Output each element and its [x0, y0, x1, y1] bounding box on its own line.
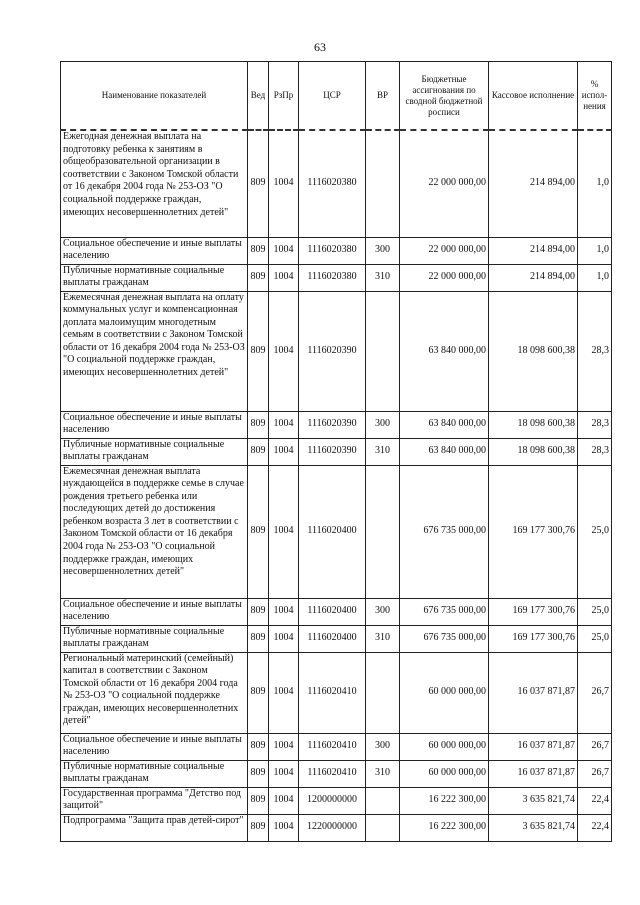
- row-ved: 809: [248, 787, 269, 814]
- row-csr: 1220000000: [299, 814, 366, 841]
- table-header-row: [61, 62, 612, 131]
- row-csr: 1116020390: [299, 411, 366, 438]
- row-csr: 1116020400: [299, 598, 366, 625]
- row-rzpr: 1004: [269, 465, 299, 598]
- row-ved: 809: [248, 652, 269, 733]
- row-csr: 1116020400: [299, 465, 366, 598]
- row-vr: [366, 291, 400, 411]
- row-ved: 809: [248, 130, 269, 237]
- row-cash: 18 098 600,38: [489, 291, 578, 411]
- row-ved: 809: [248, 760, 269, 787]
- row-ved: 809: [248, 264, 269, 291]
- table-row: [61, 291, 612, 411]
- row-name: Социальное обеспечение и иные выплаты населению: [61, 598, 248, 625]
- row-pct: 22,4: [578, 814, 612, 841]
- row-pct: 22,4: [578, 787, 612, 814]
- row-cash: 169 177 300,76: [489, 465, 578, 598]
- row-rzpr: 1004: [269, 438, 299, 465]
- row-ved: 809: [248, 237, 269, 264]
- row-vr: 310: [366, 625, 400, 652]
- row-vr: 300: [366, 411, 400, 438]
- row-csr: 1116020380: [299, 237, 366, 264]
- row-rzpr: 1004: [269, 291, 299, 411]
- row-budget: 676 735 000,00: [400, 598, 489, 625]
- header-name: Наименование показателей: [61, 62, 248, 131]
- row-csr: 1116020380: [299, 264, 366, 291]
- row-vr: [366, 652, 400, 733]
- row-rzpr: 1004: [269, 652, 299, 733]
- row-ved: 809: [248, 733, 269, 760]
- row-budget: 16 222 300,00: [400, 814, 489, 841]
- row-csr: 1116020410: [299, 733, 366, 760]
- header-csr: ЦСР: [299, 62, 366, 131]
- row-name: Публичные нормативные социальные выплаты гражданам: [61, 264, 248, 291]
- row-name: Государственная программа "Детство под защитой": [61, 787, 248, 814]
- row-pct: 25,0: [578, 625, 612, 652]
- row-vr: 300: [366, 733, 400, 760]
- row-pct: 1,0: [578, 130, 612, 237]
- row-name: Публичные нормативные социальные выплаты гражданам: [61, 625, 248, 652]
- row-rzpr: 1004: [269, 760, 299, 787]
- row-cash: 16 037 871,87: [489, 733, 578, 760]
- table-row: [61, 814, 612, 841]
- header-cash: Кассовое исполнение: [489, 62, 578, 131]
- row-pct: 1,0: [578, 264, 612, 291]
- row-ved: 809: [248, 814, 269, 841]
- row-cash: 214 894,00: [489, 264, 578, 291]
- header-budget: Бюджетные ассигнования по сводной бюджетной росписи: [400, 62, 489, 131]
- row-name: Публичные нормативные социальные выплаты гражданам: [61, 438, 248, 465]
- row-name: Социальное обеспечение и иные выплаты населению: [61, 237, 248, 264]
- row-rzpr: 1004: [269, 264, 299, 291]
- row-cash: 169 177 300,76: [489, 598, 578, 625]
- row-ved: 809: [248, 625, 269, 652]
- row-budget: 60 000 000,00: [400, 760, 489, 787]
- row-name: Ежегодная денежная выплата на подготовку ребенка к занятиям в общеобразовательной организации в соответствии с Законом Томской области от 16 декабря 2004 года № 253-ОЗ "О социальной поддержке граждан, имеющих несовершеннолетних детей": [61, 130, 248, 237]
- row-cash: 3 635 821,74: [489, 787, 578, 814]
- row-vr: [366, 787, 400, 814]
- row-cash: 3 635 821,74: [489, 814, 578, 841]
- row-rzpr: 1004: [269, 130, 299, 237]
- row-name: Региональный материнский (семейный) капитал в соответствии с Законом Томской области от 16 декабря 2004 года № 253-ОЗ "О социальной поддержке граждан, имеющих несовершеннолетних детей": [61, 652, 248, 733]
- row-cash: 18 098 600,38: [489, 411, 578, 438]
- row-csr: 1116020390: [299, 438, 366, 465]
- row-vr: 310: [366, 438, 400, 465]
- row-cash: 16 037 871,87: [489, 760, 578, 787]
- row-budget: 22 000 000,00: [400, 264, 489, 291]
- row-rzpr: 1004: [269, 625, 299, 652]
- row-pct: 26,7: [578, 760, 612, 787]
- row-budget: 63 840 000,00: [400, 291, 489, 411]
- row-budget: 60 000 000,00: [400, 733, 489, 760]
- table-row: [61, 264, 612, 291]
- row-pct: 26,7: [578, 733, 612, 760]
- header-rzpr: РзПр: [269, 62, 299, 131]
- row-cash: 18 098 600,38: [489, 438, 578, 465]
- row-ved: 809: [248, 291, 269, 411]
- row-rzpr: 1004: [269, 733, 299, 760]
- row-rzpr: 1004: [269, 814, 299, 841]
- row-pct: 28,3: [578, 438, 612, 465]
- table-row: [61, 438, 612, 465]
- row-csr: 1200000000: [299, 787, 366, 814]
- row-csr: 1116020400: [299, 625, 366, 652]
- row-cash: 214 894,00: [489, 237, 578, 264]
- row-name: Подпрограмма "Защита прав детей-сирот": [61, 814, 248, 841]
- row-pct: 25,0: [578, 465, 612, 598]
- row-vr: [366, 130, 400, 237]
- row-csr: 1116020380: [299, 130, 366, 237]
- header-vr: ВР: [366, 62, 400, 131]
- table-row: [61, 411, 612, 438]
- header-ved: Вед: [248, 62, 269, 131]
- table-row: [61, 787, 612, 814]
- header-pct: % испол-нения: [578, 62, 612, 131]
- row-pct: 28,3: [578, 291, 612, 411]
- row-pct: 26,7: [578, 652, 612, 733]
- row-rzpr: 1004: [269, 598, 299, 625]
- row-csr: 1116020410: [299, 652, 366, 733]
- row-rzpr: 1004: [269, 411, 299, 438]
- row-budget: 676 735 000,00: [400, 625, 489, 652]
- row-vr: 300: [366, 237, 400, 264]
- row-ved: 809: [248, 411, 269, 438]
- row-vr: 310: [366, 760, 400, 787]
- row-vr: [366, 814, 400, 841]
- row-cash: 169 177 300,76: [489, 625, 578, 652]
- row-csr: 1116020390: [299, 291, 366, 411]
- budget-execution-table: [60, 61, 612, 842]
- row-name: Ежемесячная денежная выплата на оплату коммунальных услуг и компенсационная доплата малоимущим многодетным семьям в соответствии с Законом Томской области от 16 декабря 2004 года № 253-ОЗ "О социальной поддержке граждан, имеющих несовершеннолетних детей": [61, 291, 248, 411]
- table-row: [61, 598, 612, 625]
- row-rzpr: 1004: [269, 237, 299, 264]
- table-row: [61, 652, 612, 733]
- row-budget: 16 222 300,00: [400, 787, 489, 814]
- row-name: Социальное обеспечение и иные выплаты населению: [61, 733, 248, 760]
- row-cash: 16 037 871,87: [489, 652, 578, 733]
- table-row: [61, 237, 612, 264]
- row-vr: [366, 465, 400, 598]
- row-budget: 63 840 000,00: [400, 411, 489, 438]
- row-budget: 63 840 000,00: [400, 438, 489, 465]
- row-vr: 300: [366, 598, 400, 625]
- row-pct: 25,0: [578, 598, 612, 625]
- row-ved: 809: [248, 465, 269, 598]
- row-vr: 310: [366, 264, 400, 291]
- row-pct: 1,0: [578, 237, 612, 264]
- row-pct: 28,3: [578, 411, 612, 438]
- page-number: 63: [314, 40, 326, 54]
- table-row: [61, 130, 612, 237]
- table-row: [61, 733, 612, 760]
- row-budget: 22 000 000,00: [400, 130, 489, 237]
- row-name: Социальное обеспечение и иные выплаты населению: [61, 411, 248, 438]
- row-ved: 809: [248, 438, 269, 465]
- row-budget: 60 000 000,00: [400, 652, 489, 733]
- table-row: [61, 465, 612, 598]
- row-name: Ежемесячная денежная выплата нуждающейся в поддержке семье в случае рождения третьего ребенка или последующих детей до достижения ребенком возраста 3 лет в соответствии с Законом Томской области от 16 декабря 2004 года № 253-ОЗ "О социальной поддержке граждан, имеющих несовершеннолетних детей": [61, 465, 248, 598]
- row-rzpr: 1004: [269, 787, 299, 814]
- row-name: Публичные нормативные социальные выплаты гражданам: [61, 760, 248, 787]
- row-csr: 1116020410: [299, 760, 366, 787]
- table-row: [61, 760, 612, 787]
- table-row: [61, 625, 612, 652]
- row-cash: 214 894,00: [489, 130, 578, 237]
- row-budget: 22 000 000,00: [400, 237, 489, 264]
- row-budget: 676 735 000,00: [400, 465, 489, 598]
- row-ved: 809: [248, 598, 269, 625]
